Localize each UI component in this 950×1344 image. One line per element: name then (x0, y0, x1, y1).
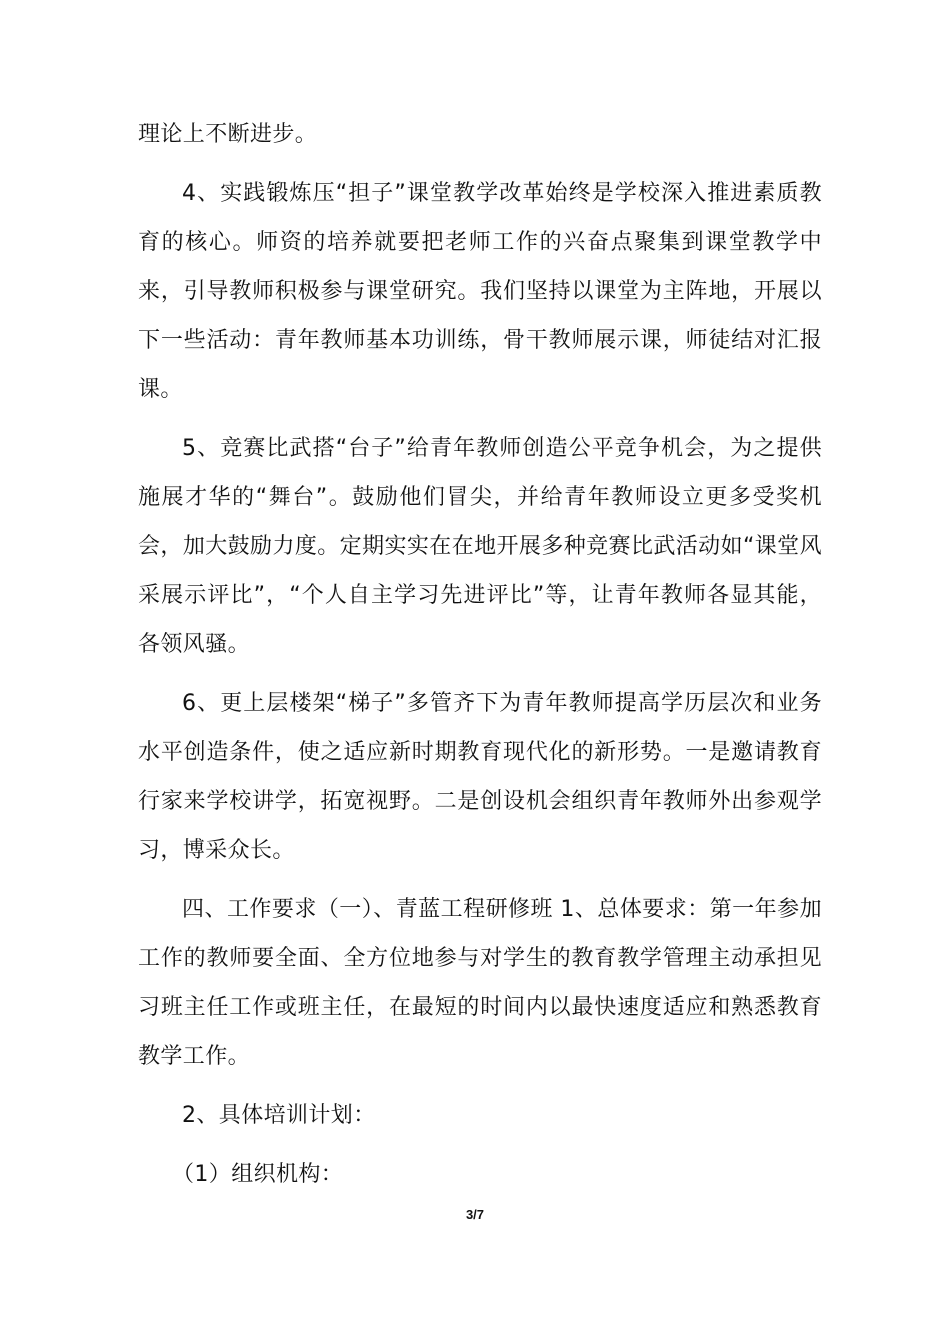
paragraph-continuation: 理论上不断进步。 (138, 122, 318, 147)
page-number: 3/7 (465, 1207, 485, 1222)
paragraph-work-requirements: 四、工作要求（一）、青蓝工程研修班 1、总体要求：第一年参加工作的教师要全面、全方位地参与对学生的教育教学管理主动承担见习班主任工作或班主任，在最短的时间内以最快速度适应和熟悉教育教学工作。 (138, 897, 822, 1069)
document-body (138, 110, 822, 1209)
paragraph-item-6: 6、更上层楼架“梯子”多管齐下为青年教师提高学历层次和业务水平创造条件，使之适应新时期教育现代化的新形势。一是邀请教育行家来学校讲学，拓宽视野。二是创设机会组织青年教师外出参观学习，博采众长。 (138, 691, 822, 863)
paragraph-item-5: 5、竞赛比武搭“台子”给青年教师创造公平竞争机会，为之提供施展才华的“舞台”。鼓励他们冒尖，并给青年教师设立更多受奖机会，加大鼓励力度。定期实实在在地开展多种竞赛比武活动如“课堂风采展示评比”，“个人自主学习先进评比”等，让青年教师各显其能，各领风骚。 (138, 436, 822, 657)
paragraph-training-plan: 2、具体培训计划： (182, 1103, 376, 1128)
paragraph-item-4: 4、实践锻炼压“担子”课堂教学改革始终是学校深入推进素质教育的核心。师资的培养就要把老师工作的兴奋点聚集到课堂教学中来，引导教师积极参与课堂研究。我们坚持以课堂为主阵地，开展以下一些活动：青年教师基本功训练，骨干教师展示课，师徒结对汇报课。 (138, 181, 822, 402)
paragraph-organization: （1）组织机构： (172, 1162, 344, 1187)
